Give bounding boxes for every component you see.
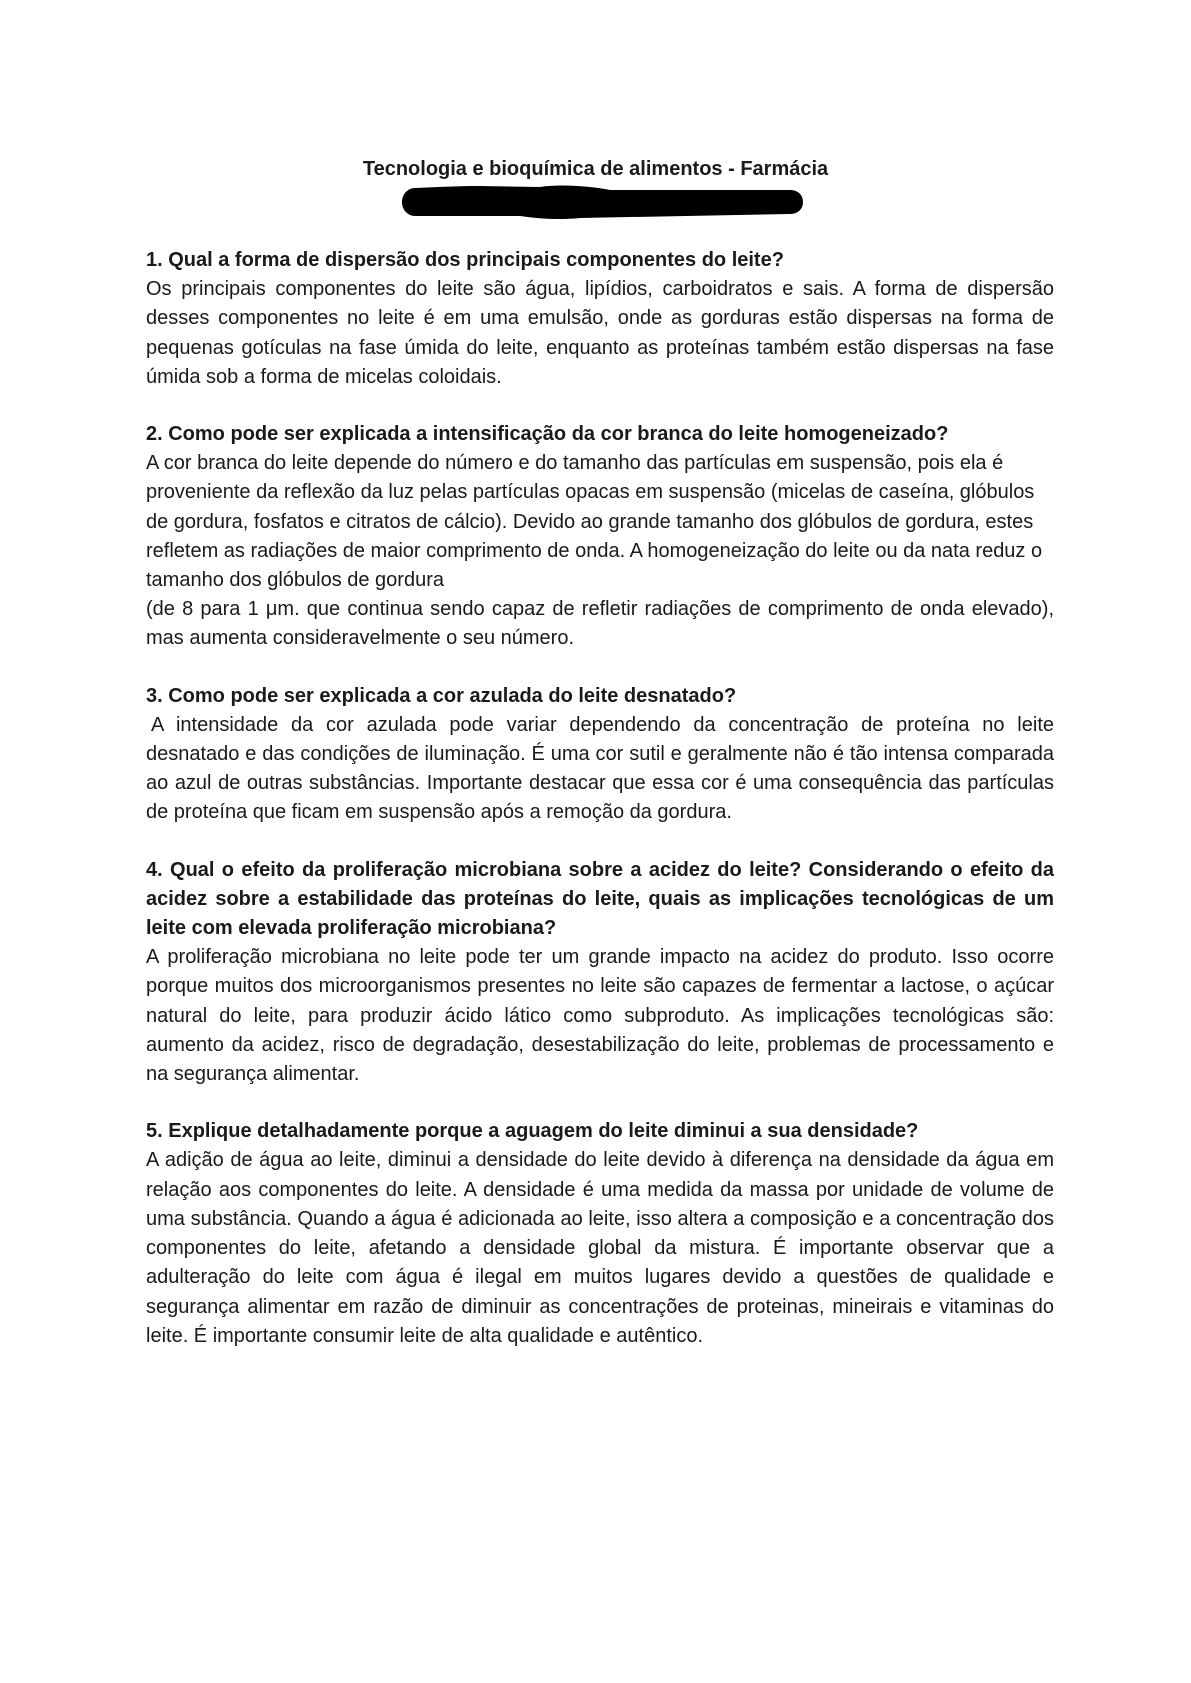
answer-3: A intensidade da cor azulada pode variar dependendo da concentração de proteína no leite desnatado e das condições de iluminação. É uma cor sutil e geralmente não é tão intensa comparada ao azul de outras substâncias. Importante destacar que essa cor é uma consequência das partículas de proteína que ficam em suspensão após a remoção da gordura. [146,713,1054,824]
qa-item-4 [146,856,1054,1090]
qa-item-3 [146,682,1054,828]
answer-2: A cor branca do leite depende do número e do tamanho das partículas em suspensão, pois ela é proveniente da reflexão da luz pelas partículas opacas em suspensão (micelas de caseína, glóbulos de gordura, fosfatos e citratos de cálcio). Devido ao grande tamanho dos glóbulos de gordura, estes refletem as radiações de maior comprimento de onda. A homogeneização do leite ou da nata reduz o tamanho dos glóbulos de gordura [146,452,1043,592]
answer-1: Os principais componentes do leite são água, lipídios, carboidratos e sais. A forma de dispersão desses componentes no leite é em uma emulsão, onde as gorduras estão dispersas na forma de pequenas gotículas na fase úmida do leite, enquanto as proteínas também estão dispersas na fase úmida sob a forma de micelas coloidais. [146,278,1054,388]
redaction-mark [0,0,1191,230]
question-1: 1. Qual a forma de dispersão dos principais componentes do leite? [146,249,784,271]
document-title: Tecnologia e bioquímica de alimentos - Farmácia [362,158,829,180]
question-5: 5. Explique detalhadamente porque a aguagem do leite diminui a sua densidade? [146,1120,919,1143]
qa-item-5 [146,1117,1054,1351]
qa-item-2 [146,420,1054,654]
question-3: 3. Como pode ser explicada a cor azulada do leite desnatado? [146,684,737,707]
question-2: 2. Como pode ser explicada a intensificação da cor branca do leite homogeneizado? [146,423,949,446]
qa-list [146,246,1054,1379]
answer-2-continuation: (de 8 para 1 μm. que continua sendo capaz de refletir radiações de comprimento de onda elevado), mas aumenta consideravelmente o seu número. [146,598,1054,650]
question-4: 4. Qual o efeito da proliferação microbiana sobre a acidez do leite? Considerando o efeito da acidez sobre a estabilidade das proteínas do leite, quais as implicações tecnológicas de um leite com elevada proliferação microbiana? [146,858,1054,940]
answer-4: A proliferação microbiana no leite pode ter um grande impacto na acidez do produto. Isso ocorre porque muitos dos microorganismos presentes no leite são capazes de fermentar a lactose, o açúcar natural do leite, para produzir ácido lático como subproduto. As implicações tecnológicas são: aumento da acidez, risco de degradação, desestabilização do leite, problemas de processamento e na segurança alimentar. [146,946,1054,1086]
answer-5: A adição de água ao leite, diminui a densidade do leite devido à diferença na densidade da água em relação aos componentes do leite. A densidade é uma medida da massa por unidade de volume de uma substância. Quando a água é adicionada ao leite, isso altera a composição e a concentração dos componentes do leite, afetando a densidade global da mistura. É importante observar que a adulteração do leite com água é ilegal em muitos lugares devido a questões de qualidade e segurança alimentar em razão de diminuir as concentrações de proteinas, mineirais e vitaminas do leite. É importante consumir leite de alta qualidade e autêntico. [146,1149,1054,1347]
qa-item-1 [146,246,1054,392]
